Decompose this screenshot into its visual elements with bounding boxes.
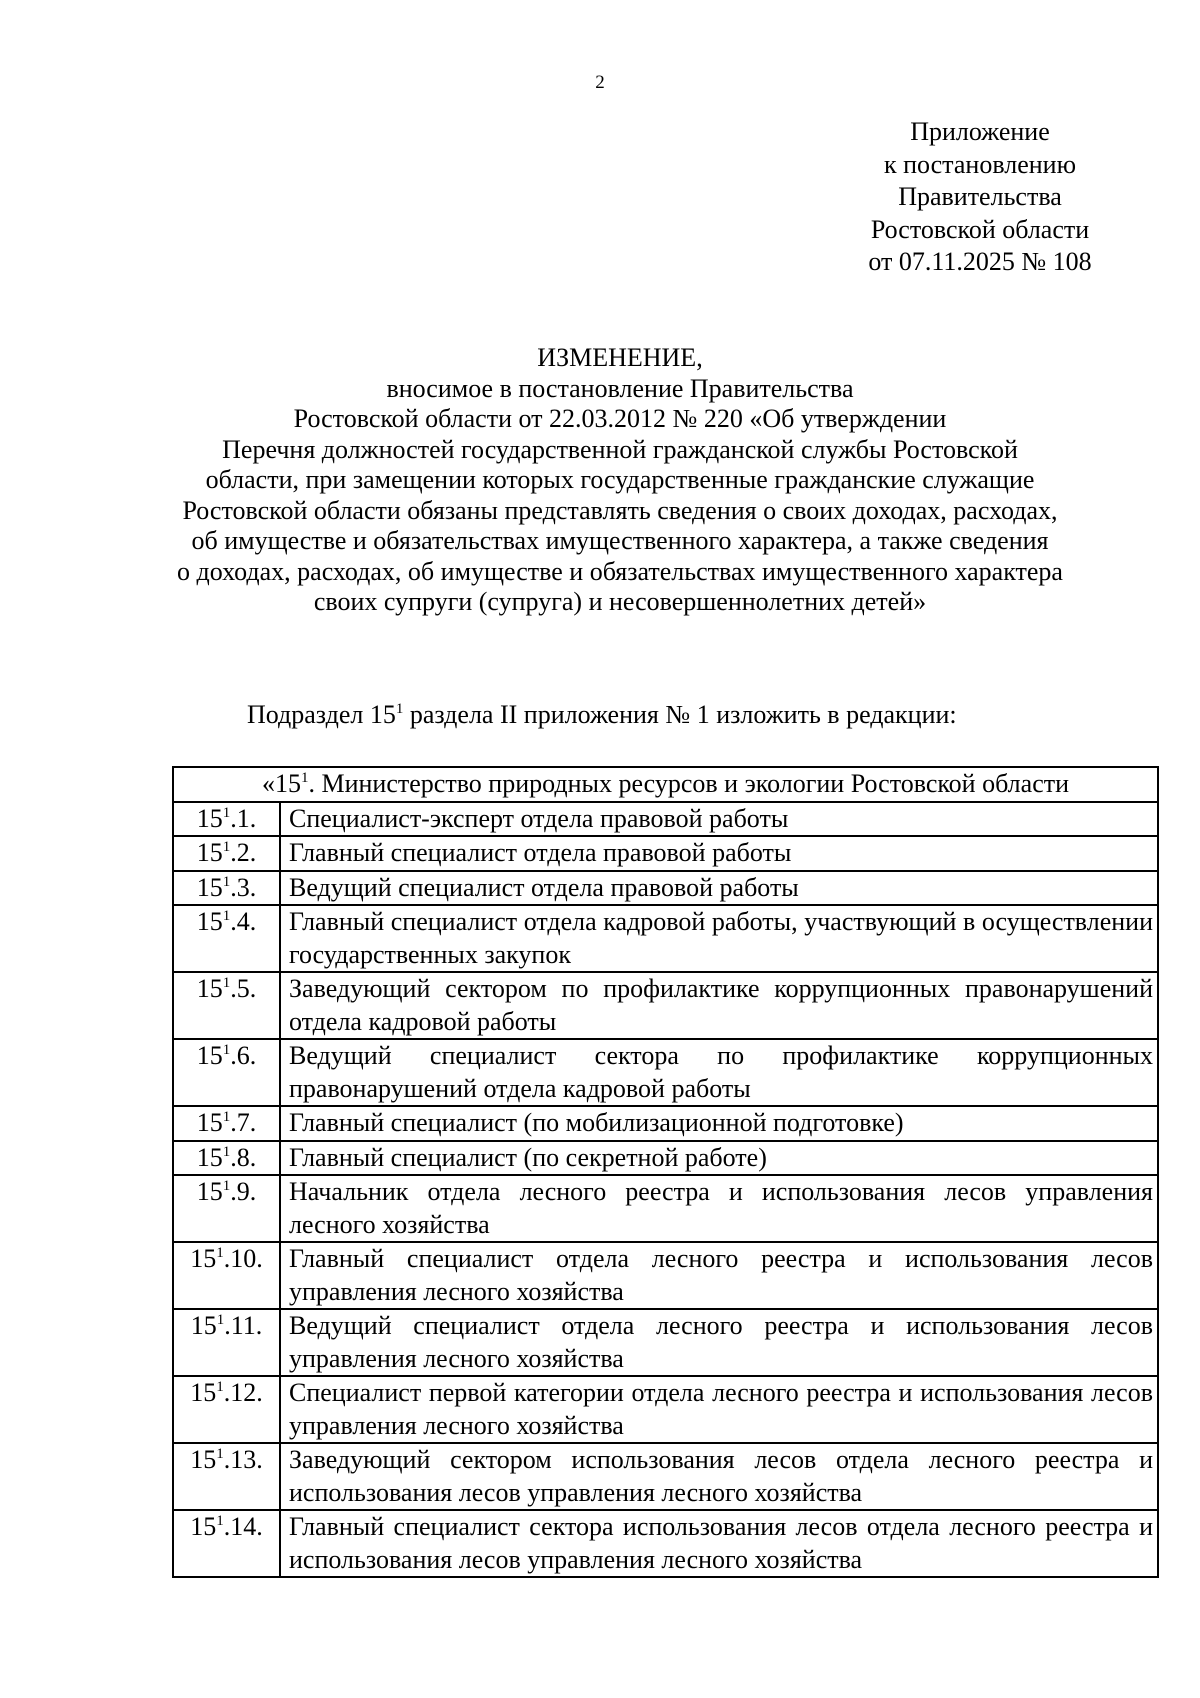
- row-number-cell: [173, 802, 280, 837]
- row-number-tail: .8.: [230, 1142, 257, 1172]
- position-title-cell: Заведующий сектором использования лесов отдела лесного реестра и использования лесов управления лесного хозяйства: [280, 1443, 1158, 1510]
- row-number-tail: .14.: [223, 1512, 263, 1541]
- row-number-tail: .4.: [230, 907, 257, 936]
- position-title-cell: Заведующий сектором по профилактике коррупционных правонарушений отдела кадровой работы: [280, 972, 1158, 1039]
- row-number-base: 15: [196, 803, 223, 833]
- row-number-base: 15: [196, 1108, 223, 1137]
- position-title-cell: Главный специалист (по секретной работе): [280, 1141, 1158, 1176]
- row-number-cell: [173, 1443, 280, 1510]
- row-number-base: 15: [190, 1311, 217, 1340]
- row-number-base: 15: [196, 1177, 223, 1206]
- row-number-superscript: 1: [222, 804, 231, 821]
- row-number-superscript: 1: [216, 1446, 224, 1462]
- row-number-base: 15: [190, 1512, 217, 1541]
- row-number-cell: [173, 1039, 280, 1106]
- title-line: о доходах, расходах, об имуществе и обязательствах имущественного характера: [177, 556, 1063, 586]
- row-number-cell: [173, 1376, 280, 1443]
- approval-block: [800, 116, 1160, 279]
- row-number-base: 15: [196, 974, 223, 1003]
- position-title-cell: Главный специалист отдела лесного реестра и использования лесов управления лесного хозяйства: [280, 1242, 1158, 1309]
- row-number-cell: [173, 1510, 280, 1577]
- table-row: [173, 871, 1158, 906]
- title-line: Ростовской области от 22.03.2012 № 220 «Об утверждении: [293, 404, 947, 433]
- row-number-tail: .9.: [230, 1177, 257, 1206]
- row-number-tail: .6.: [230, 1041, 257, 1070]
- table-row: [173, 1309, 1158, 1376]
- row-number-tail: .1.: [230, 803, 257, 833]
- approval-line: к постановлению: [883, 149, 1077, 179]
- row-number-superscript: 1: [222, 1143, 231, 1160]
- row-number-cell: [173, 1106, 280, 1141]
- header-text-after: . Министерство природных ресурсов и экологии Ростовской области: [308, 769, 1070, 798]
- table-row: [173, 1443, 1158, 1510]
- row-number-cell: [173, 836, 280, 871]
- row-number-superscript: 1: [222, 873, 231, 890]
- row-number-cell: [173, 1309, 280, 1376]
- table-row: [173, 1510, 1158, 1577]
- row-number-base: 15: [196, 1041, 223, 1070]
- row-number-superscript: 1: [216, 1245, 224, 1261]
- row-number-base: 15: [190, 1445, 217, 1474]
- table-row: [173, 1175, 1158, 1242]
- row-number-tail: .7.: [230, 1108, 257, 1137]
- title-line: своих супруги (супруга) и несовершеннолетних детей»: [313, 587, 927, 616]
- position-title-cell: Начальник отдела лесного реестра и использования лесов управления лесного хозяйства: [280, 1175, 1158, 1242]
- table-row: [173, 905, 1158, 972]
- row-number-tail: .3.: [230, 872, 257, 902]
- row-number-superscript: 1: [222, 1178, 231, 1194]
- row-number-base: 15: [196, 1142, 223, 1172]
- position-title-cell: Специалист-эксперт отдела правовой работы: [280, 802, 1158, 837]
- row-number-cell: [173, 905, 280, 972]
- row-number-superscript: 1: [222, 1042, 231, 1058]
- row-number-superscript: 1: [222, 908, 231, 924]
- position-title-cell: Ведущий специалист отдела лесного реестра и использования лесов управления лесного хозяйства: [280, 1309, 1158, 1376]
- intro-paragraph: [247, 700, 957, 730]
- row-number-base: 15: [196, 838, 223, 867]
- row-number-superscript: 1: [216, 1312, 225, 1328]
- title-line: Перечня должностей государственной гражданской службы Ростовской: [222, 434, 1018, 464]
- position-title-cell: Главный специалист сектора использования лесов отдела лесного реестра и использования лесов управления лесного хозяйства: [280, 1510, 1158, 1577]
- row-number-superscript: 1: [222, 839, 231, 855]
- header-superscript: 1: [300, 770, 309, 786]
- row-number-tail: .12.: [223, 1378, 263, 1407]
- title-line: вносимое в постановление Правительства: [386, 373, 854, 403]
- approval-line: от 07.11.2025 № 108: [868, 247, 1092, 276]
- row-number-superscript: 1: [216, 1513, 224, 1529]
- row-number-base: 15: [196, 872, 223, 902]
- position-title-cell: Главный специалист (по мобилизационной подготовке): [280, 1106, 1158, 1141]
- positions-table: [172, 766, 1159, 1578]
- table-row: [173, 1106, 1158, 1141]
- row-number-base: 15: [190, 1378, 217, 1407]
- position-title-cell: Специалист первой категории отдела лесного реестра и использования лесов управления лесного хозяйства: [280, 1376, 1158, 1443]
- row-number-tail: .5.: [230, 974, 257, 1003]
- approval-line: Правительства: [898, 182, 1062, 211]
- approval-line: Приложение: [910, 117, 1050, 146]
- table-header-cell: [173, 767, 1158, 802]
- position-title-cell: Главный специалист отдела правовой работы: [280, 836, 1158, 871]
- header-text-before: «15: [261, 769, 301, 798]
- approval-line: Ростовской области: [870, 214, 1090, 244]
- table-row: [173, 972, 1158, 1039]
- position-title-cell: Ведущий специалист отдела правовой работы: [280, 871, 1158, 906]
- intro-text-before: Подраздел 15: [247, 700, 396, 729]
- row-number-superscript: 1: [216, 1379, 224, 1395]
- row-number-cell: [173, 1242, 280, 1309]
- page-number: 2: [595, 72, 605, 93]
- row-number-tail: .13.: [223, 1445, 263, 1474]
- table-header-row: [173, 767, 1158, 802]
- position-title-cell: Ведущий специалист сектора по профилактике коррупционных правонарушений отдела кадровой работы: [280, 1039, 1158, 1106]
- row-number-cell: [173, 972, 280, 1039]
- row-number-superscript: 1: [222, 1109, 231, 1125]
- row-number-tail: .2.: [230, 838, 257, 867]
- title-line: об имуществе и обязательствах имущественного характера, а также сведения: [191, 526, 1049, 555]
- intro-superscript: 1: [395, 701, 404, 717]
- table-row: [173, 1039, 1158, 1106]
- title-heading: ИЗМЕНЕНИЕ,: [537, 343, 703, 372]
- row-number-cell: [173, 1175, 280, 1242]
- title-line: области, при замещении которых государственные гражданские служащие: [205, 465, 1035, 494]
- row-number-cell: [173, 1141, 280, 1176]
- row-number-tail: .11.: [224, 1311, 263, 1340]
- intro-text-after: раздела II приложения № 1 изложить в редакции:: [403, 700, 957, 729]
- row-number-cell: [173, 871, 280, 906]
- row-number-base: 15: [196, 907, 223, 936]
- title-line: Ростовской области обязаны представлять сведения о своих доходах, расходах,: [182, 495, 1058, 525]
- table-row: [173, 1141, 1158, 1176]
- table-row: [173, 836, 1158, 871]
- row-number-base: 15: [190, 1244, 217, 1273]
- document-title: [120, 343, 1120, 618]
- position-title-cell: Главный специалист отдела кадровой работы, участвующий в осуществлении государственных закупок: [280, 905, 1158, 972]
- table-row: [173, 1376, 1158, 1443]
- table-row: [173, 1242, 1158, 1309]
- table-row: [173, 802, 1158, 837]
- row-number-tail: .10.: [223, 1244, 263, 1273]
- row-number-superscript: 1: [222, 975, 231, 991]
